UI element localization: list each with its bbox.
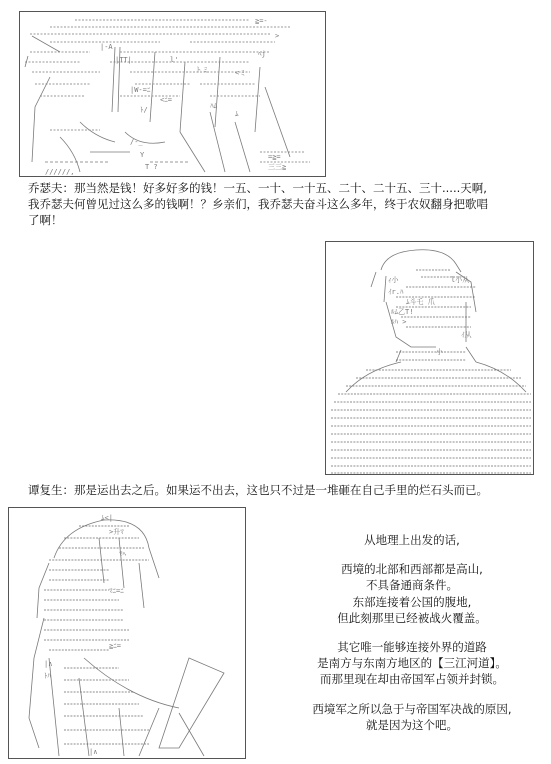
ascii-art-figure-soldier bbox=[9, 508, 246, 759]
svg-text:三三≧: 三三≧ bbox=[268, 163, 287, 171]
svg-text:ﾙﾊ >: ﾙﾊ > bbox=[391, 318, 407, 326]
svg-text:|∧: |∧ bbox=[44, 660, 53, 668]
svg-text:ｨ小: ｨ小 bbox=[388, 276, 399, 284]
dialogue-joseph-line-2: 我乔瑟夫何曾见过这么多的钱啊！？乡亲们，我乔瑟夫奋斗这么多年，终于农奴翻身把歌唱 bbox=[28, 197, 488, 211]
svg-text:ﾙﾑ乙T!: ﾙﾑ乙T! bbox=[391, 308, 414, 316]
svg-text:ﾏﾆ=ﾆ: ﾏﾆ=ﾆ bbox=[109, 587, 124, 595]
narration-line: 东部连接着公国的腹地, bbox=[352, 594, 472, 609]
svg-text:ﾄ/: ﾄ/ bbox=[140, 106, 148, 114]
ascii-art-panel-joseph bbox=[19, 11, 326, 177]
svg-text:|TT|: |TT| bbox=[115, 56, 132, 64]
svg-text:>升ﾏ: >升ﾏ bbox=[109, 528, 124, 536]
dialogue-tan-fusheng: 谭复生：那是运出去之后。如果运不出去，这也只不过是一堆砸在自己手里的烂石头而已。 bbox=[28, 483, 488, 497]
ascii-art-figure-tan-fusheng bbox=[326, 242, 534, 475]
svg-text:ﾑ斗乇 爪: ﾑ斗乇 爪 bbox=[406, 298, 435, 306]
svg-text:/-_: /-_ bbox=[130, 138, 143, 146]
svg-text:|∧: |∧ bbox=[89, 748, 98, 756]
narration-line: 而那里现在却由帝国军占领并封锁。 bbox=[320, 672, 504, 687]
svg-text:≧ﾆ=: ≧ﾆ= bbox=[109, 642, 121, 650]
narration-line: 从地理上出发的话, bbox=[364, 533, 460, 547]
svg-text:ﾄﾊ: ﾄﾊ bbox=[44, 672, 51, 680]
svg-text:ﾍj: ﾍj bbox=[258, 50, 266, 58]
narration-gap bbox=[283, 626, 541, 639]
svg-text:トミ: トミ bbox=[195, 66, 209, 74]
svg-text:|W-=ﾆ: |W-=ﾆ bbox=[130, 86, 151, 94]
ascii-art-panel-tan-fusheng bbox=[325, 241, 534, 475]
narration-block bbox=[283, 532, 541, 733]
svg-text:ﾑ<|: ﾑ<| bbox=[101, 514, 113, 522]
narration-line: 西境军之所以急于与帝国军决战的原因, bbox=[312, 701, 512, 716]
svg-text:>: > bbox=[275, 32, 280, 40]
narration-line: 但此刻那里已经被战火覆盖。 bbox=[337, 610, 487, 625]
svg-text:ｲr.ﾊ: ｲr.ﾊ bbox=[388, 288, 404, 296]
svg-text://////,: //////, bbox=[45, 168, 75, 176]
svg-text:l小从: l小从 bbox=[451, 276, 470, 284]
svg-text:=≧=: =≧= bbox=[268, 153, 281, 161]
narration-line: 是南方与东南方地区的【三江河道】。 bbox=[317, 656, 507, 671]
svg-text:ﾑ: ﾑ bbox=[235, 110, 239, 118]
svg-text:T ?: T ? bbox=[145, 163, 158, 171]
ascii-art-panel-soldier bbox=[8, 507, 246, 759]
ascii-art-figure-joseph bbox=[20, 12, 326, 177]
svg-text:l': l' bbox=[170, 56, 179, 64]
narration-line: 就是因为这个吧。 bbox=[366, 717, 458, 732]
narration-gap bbox=[283, 548, 541, 561]
dialogue-joseph-line-3: 了啊！ bbox=[28, 213, 63, 227]
svg-text:ｲ从: ｲ从 bbox=[461, 331, 472, 339]
narration-line: 其它唯一能够连接外界的道路 bbox=[337, 640, 487, 655]
narration-gap bbox=[283, 688, 541, 701]
svg-text:|-A: |-A bbox=[100, 43, 113, 51]
svg-text:<ミ: <ミ bbox=[235, 69, 247, 77]
narration-line: 西境的北部和西部都是高山, bbox=[341, 562, 483, 577]
svg-text:Y: Y bbox=[140, 151, 145, 159]
svg-text:≧=-: ≧=- bbox=[255, 17, 268, 25]
svg-text:ﾏﾍ: ﾏﾍ bbox=[119, 550, 126, 558]
narration-line: 不具备通商条件。 bbox=[366, 578, 458, 593]
svg-text:小: 小 bbox=[436, 348, 443, 356]
svg-text:ﾊﾑ: ﾊﾑ bbox=[210, 102, 217, 110]
svg-text:<ﾆ=: <ﾆ= bbox=[160, 96, 172, 104]
dialogue-joseph-line-1: 乔瑟夫：那当然是钱！好多好多的钱！一五、一十、一十五、二十、二十五、三十.....天啊, bbox=[28, 181, 487, 195]
